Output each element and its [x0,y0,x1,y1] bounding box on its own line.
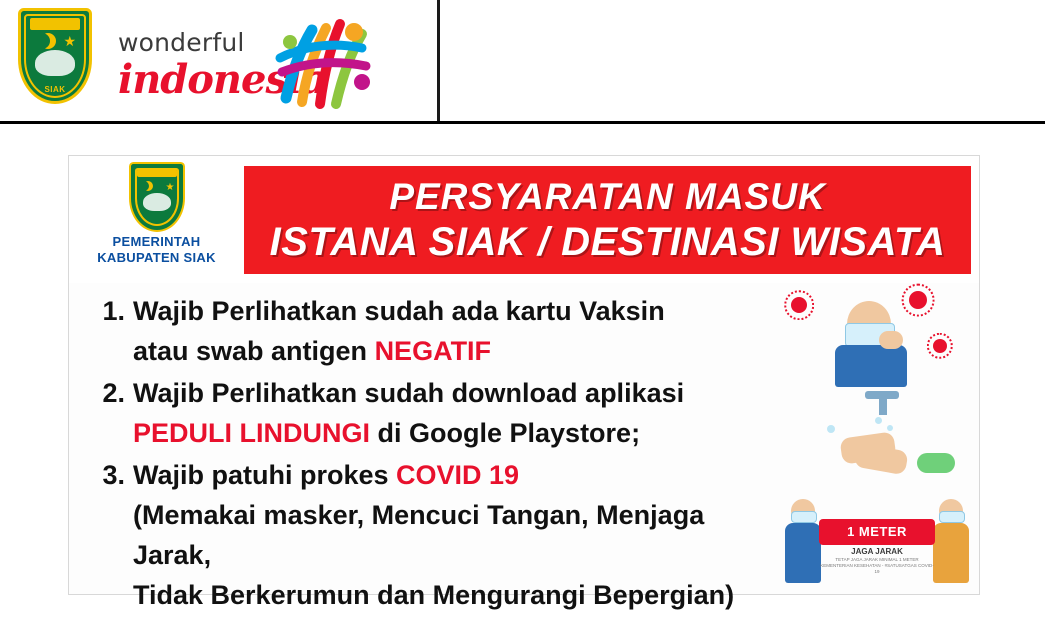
plain-text: Wajib patuhi prokes [133,460,397,490]
plain-text: (Memakai masker, Mencuci Tangan, Menjaga Jarak, [133,500,705,570]
government-name-line-2: KABUPATEN SIAK [97,250,216,265]
requirement-item [91,373,771,453]
requirement-line [133,495,771,575]
highlighted-text: PEDULI LINDUNGI [133,418,371,448]
distance-sub-text: TETAP JAGA JARAK MINIMAL 1 METER [835,557,919,562]
requirement-item [91,455,771,615]
requirements-list [91,291,771,617]
plain-text: Wajib Perlihatkan sudah ada kartu Vaksin [133,296,665,326]
requirement-line [133,291,665,331]
plain-text: di Google Playstore; [370,418,641,448]
siak-government-crest-icon: ★ [129,162,185,232]
requirement-number: 2. [102,378,125,408]
physical-distancing-illustration [783,489,973,592]
requirement-number: 1. [102,296,125,326]
distance-sub-title: JAGA JARAK [851,547,903,556]
hand-washing-illustration [783,391,973,487]
distance-sub-caption [819,547,935,575]
poster-title-banner [244,166,971,274]
distance-sub-note: KEMENTERIAN KESEHATAN - #SATUSATGAS COVID-19 [820,563,934,574]
wordmark-line-2: indonesia [118,56,327,103]
page-header [0,0,1045,122]
plain-text: atau swab antigen [133,336,375,366]
poster-title-line-2: ISTANA SIAK / DESTINASI WISATA [269,220,946,264]
requirement-text [125,291,665,371]
wonderful-indonesia-mark-icon [266,12,376,112]
plain-text: Wajib Perlihatkan sudah download aplikasi [133,378,685,408]
crest-label: SIAK [44,85,66,94]
distance-banner-label: 1 METER [819,519,935,545]
requirement-line [133,455,771,495]
highlighted-text: COVID 19 [396,460,520,490]
requirement-line [133,575,771,615]
requirement-line [133,413,684,453]
requirement-text [125,373,684,453]
requirement-number: 3. [102,460,125,490]
highlighted-text: NEGATIF [374,336,492,366]
requirement-item [91,291,771,371]
government-emblem-block [69,156,244,283]
poster-body [69,283,979,610]
government-name-line-1: PEMERINTAH [112,234,201,249]
wonderful-indonesia-logo [118,18,418,108]
siak-regency-crest-icon: ★ SIAK [18,8,92,104]
person-wearing-mask-illustration [783,287,973,387]
poster-title-line-1: PERSYARATAN MASUK [389,176,826,217]
poster-header [69,156,979,283]
header-divider [0,121,1045,124]
entry-requirements-poster [68,155,980,610]
requirement-line [133,331,665,371]
header-vertical-divider [437,0,440,122]
illustration-column [783,287,973,592]
requirement-line [133,373,684,413]
requirement-text [125,455,771,615]
plain-text: Tidak Berkerumun dan Mengurangi Bepergian) [133,580,735,610]
wordmark-line-1: wonderful [118,28,245,57]
